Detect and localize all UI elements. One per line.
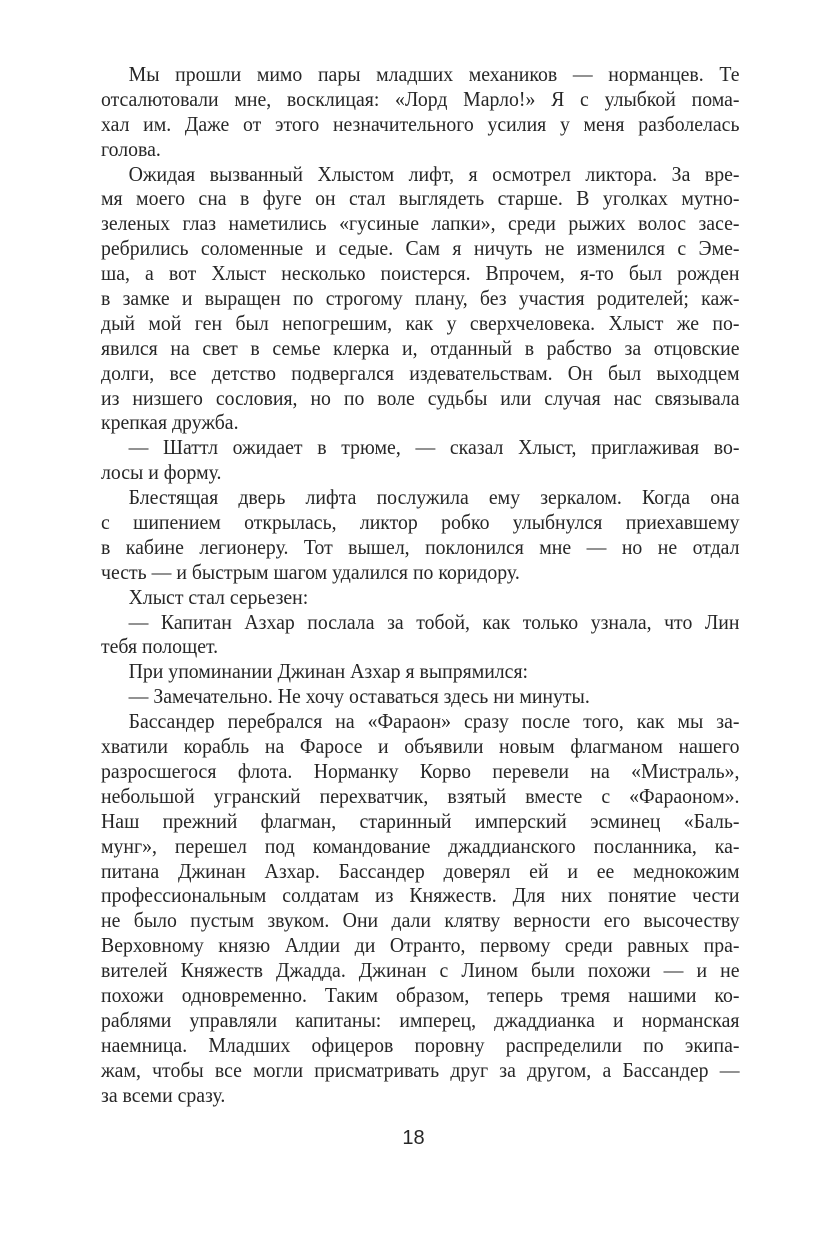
- text-line: тебя полощет.: [101, 634, 219, 659]
- text-line: небольшой угранский перехватчик, взятый вместе с «Фараоном».: [101, 783, 740, 808]
- text-line: голова.: [101, 136, 161, 161]
- paragraph: [101, 485, 739, 585]
- text-line: жам, чтобы все могли присматривать друг за другом, а Бассандер —: [101, 1057, 740, 1082]
- text-line: Ожидая вызванный Хлыстом лифт, я осмотрел ликтора. За вре-: [128, 161, 740, 186]
- text-line: При упоминании Джинан Азхар я выпрямился:: [128, 659, 529, 684]
- body-text: [101, 62, 739, 1107]
- paragraph: [101, 162, 739, 436]
- text-line: профессиональным солдатам из Княжеств. Для них понятие чести: [101, 883, 740, 908]
- text-line: Хлыст стал серьезен:: [128, 584, 309, 609]
- text-line: в кабине легионеру. Тот вышел, поклонился мне — но не отдал: [101, 534, 740, 559]
- text-line: долги, все детство подвергался издевательствам. Он был выходцем: [101, 360, 740, 385]
- text-line: раблями управляли капитаны: имперец, джаддианка и норманская: [101, 1007, 740, 1032]
- text-line: не было пустым звуком. Они дали клятву верности его высочеству: [101, 908, 740, 933]
- text-line: за всеми сразу.: [101, 1082, 226, 1107]
- text-line: вителей Княжеств Джадда. Джинан с Лином были похожи — и не: [101, 958, 740, 983]
- text-line: похожи одновременно. Таким образом, теперь тремя нашими ко-: [101, 982, 740, 1007]
- text-line: Мы прошли мимо пары младших механиков — норманцев. Те: [128, 62, 740, 86]
- text-line: из низшего сословия, но по воле судьбы или случая нас связывала: [101, 385, 740, 410]
- text-line: Блестящая дверь лифта послужила ему зеркалом. Когда она: [128, 485, 740, 510]
- text-line: ребрились соломенные и седые. Сам я ничуть не изменился с Эме-: [101, 236, 740, 261]
- text-line: крепкая дружба.: [101, 410, 239, 435]
- paragraph: [101, 62, 739, 162]
- page-number: 18: [402, 1127, 425, 1149]
- text-line: явился на свет в семье клерка и, отданный в рабство за отцовские: [101, 335, 740, 360]
- paragraph: [101, 659, 739, 684]
- text-line: Наш прежний флагман, старинный имперский эсминец «Баль-: [101, 808, 740, 833]
- paragraph: [101, 435, 739, 485]
- text-line: Верховному князю Алдии ди Отранто, первому среди равных пра-: [101, 933, 740, 958]
- text-line: хал им. Даже от этого незначительного усилия у меня разболелась: [101, 111, 740, 136]
- text-line: хватили корабль на Фаросе и объявили новым флагманом нашего: [101, 734, 740, 759]
- paragraph: [101, 585, 739, 610]
- text-line: мя моего сна в фуге он стал выглядеть старше. В уголках мутно-: [101, 186, 740, 211]
- text-line: лосы и форму.: [101, 460, 222, 485]
- text-line: в замке и выращен по строгому плану, без участия родителей; каж-: [101, 286, 740, 311]
- text-line: с шипением открылась, ликтор робко улыбнулся приехавшему: [101, 510, 740, 535]
- paragraph: [101, 684, 739, 709]
- paragraph: [101, 709, 739, 1107]
- text-line: зеленых глаз наметились «гусиные лапки», среди рыжих волос засе-: [101, 211, 740, 236]
- text-line: дый мой ген был непогрешим, как у сверхчеловека. Хлыст же по-: [101, 310, 740, 335]
- text-line: отсалютовали мне, восклицая: «Лорд Марло!» Я с улыбкой пома-: [101, 86, 740, 111]
- paragraph: [101, 610, 739, 660]
- text-line: честь — и быстрым шагом удалился по коридору.: [101, 559, 520, 584]
- text-line: наемница. Младших офицеров поровну распределили по экипа-: [101, 1032, 740, 1057]
- text-line: разросшегося флота. Норманку Корво перевели на «Мистраль»,: [101, 758, 740, 783]
- text-line: питана Джинан Азхар. Бассандер доверял ей и ее меднокожим: [101, 858, 740, 883]
- text-line: — Шаттл ожидает в трюме, — сказал Хлыст, приглаживая во-: [128, 435, 740, 460]
- text-line: — Капитан Азхар послала за тобой, как только узнала, что Лин: [128, 609, 740, 634]
- text-line: Бассандер перебрался на «Фараон» сразу после того, как мы за-: [128, 709, 740, 734]
- text-line: мунг», перешел под командование джаддианского посланника, ка-: [101, 833, 740, 858]
- text-line: — Замечательно. Не хочу оставаться здесь ни минуты.: [128, 684, 590, 709]
- text-line: ша, а вот Хлыст несколько поистерся. Впрочем, я-то был рожден: [101, 261, 740, 286]
